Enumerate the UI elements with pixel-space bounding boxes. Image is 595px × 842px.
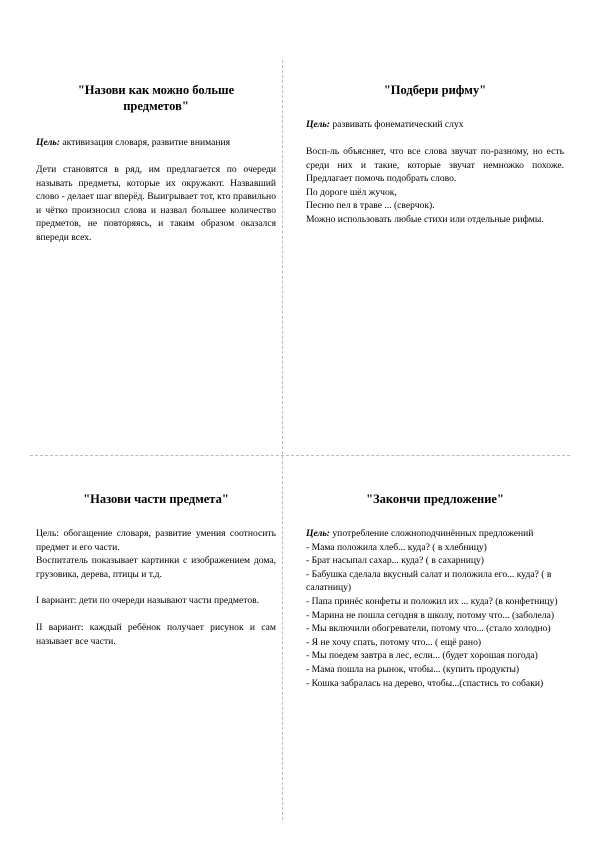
rhyme-line: По дороге шёл жучок, bbox=[306, 186, 397, 198]
list-item: - Бабушка сделала вкусный салат и положила его... куда? ( в салатницу) bbox=[306, 568, 552, 594]
variant-one: I вариант: дети по очереди называют части предметов. bbox=[36, 595, 260, 607]
horizontal-cut-line bbox=[30, 455, 570, 456]
list-item: - Мы включили обогреватели, потому что... (стало холодно) bbox=[306, 623, 551, 635]
goal-label: Цель: bbox=[36, 137, 60, 148]
goal-text: развивать фонематический слух bbox=[329, 119, 464, 130]
game-card-name-objects bbox=[36, 82, 276, 245]
game-card-name-parts bbox=[36, 491, 276, 648]
goal-text: употребление сложноподчинённых предложений bbox=[329, 528, 534, 539]
card-title: "Назови части предмета" bbox=[83, 492, 229, 506]
card-goal bbox=[306, 118, 564, 131]
card-note: Можно использовать любые стихи или отдельные рифмы. bbox=[306, 213, 544, 225]
card-description: Воспитатель показывает картинки с изображением дома, грузовика, дерева, птицы и т.д. bbox=[36, 555, 276, 580]
card-goal bbox=[36, 136, 276, 149]
goal-label: Цель: bbox=[36, 528, 60, 539]
variant-two: II вариант: каждый ребёнок получает рисунок и сам называет все части. bbox=[36, 621, 276, 647]
list-item: - Брат насыпал сахар... куда? ( в сахарницу) bbox=[306, 555, 484, 567]
vertical-cut-line bbox=[282, 60, 283, 820]
list-item: - Папа принёс конфеты и положил их ... куда? (в конфетницу) bbox=[306, 595, 558, 607]
rhyme-line: Песню пел в траве ... (сверчок). bbox=[306, 200, 435, 212]
game-card-find-rhyme bbox=[306, 82, 564, 227]
goal-label: Цель: bbox=[306, 528, 330, 539]
list-item: - Мама положила хлеб... куда? ( в хлебницу) bbox=[306, 541, 487, 553]
list-item: - Кошка забралась на дерево, чтобы...(спастись то собаки) bbox=[306, 677, 544, 689]
sentence-list bbox=[306, 541, 564, 691]
list-item: - Мама пошла на рынок, чтобы... (купить продукты) bbox=[306, 663, 520, 675]
goal-text: активизация словаря, развитие внимания bbox=[59, 137, 231, 148]
goal-label: Цель: bbox=[306, 119, 330, 130]
list-item: - Мы поедем завтра в лес, если... (будет хорошая погода) bbox=[306, 650, 538, 662]
list-item: - Марина не пошла сегодня в школу, потому что... (заболела) bbox=[306, 609, 555, 621]
card-description: Восп-ль объясняет, что все слова звучат по-разному, но есть среди них и такие, которые звучат немножко похоже. Предлагает помочь подобрать слово. bbox=[306, 146, 564, 185]
card-goal bbox=[306, 527, 564, 541]
list-item: - Я не хочу спать, потому что... ( ещё рано) bbox=[306, 636, 482, 648]
card-title: "Закончи предложение" bbox=[366, 492, 504, 506]
card-goal bbox=[36, 527, 276, 554]
game-card-finish-sentence bbox=[306, 491, 564, 690]
card-title: "Назови как можно больше предметов" bbox=[77, 83, 235, 113]
card-description: Дети становятся в ряд, им предлагается по очереди называть предметы, которые их окружают. Назвавший слово - делает шаг вперёд. Выигрывает тот, кто правильно и чётко произносил слова и назвал большее количество предметов, не повторяясь, и таким образом оказался впереди всех. bbox=[36, 164, 276, 243]
card-title: "Подбери рифму" bbox=[383, 83, 487, 97]
goal-text: обогащение словаря, развитие умения соотносить предмет и его части. bbox=[36, 528, 276, 553]
